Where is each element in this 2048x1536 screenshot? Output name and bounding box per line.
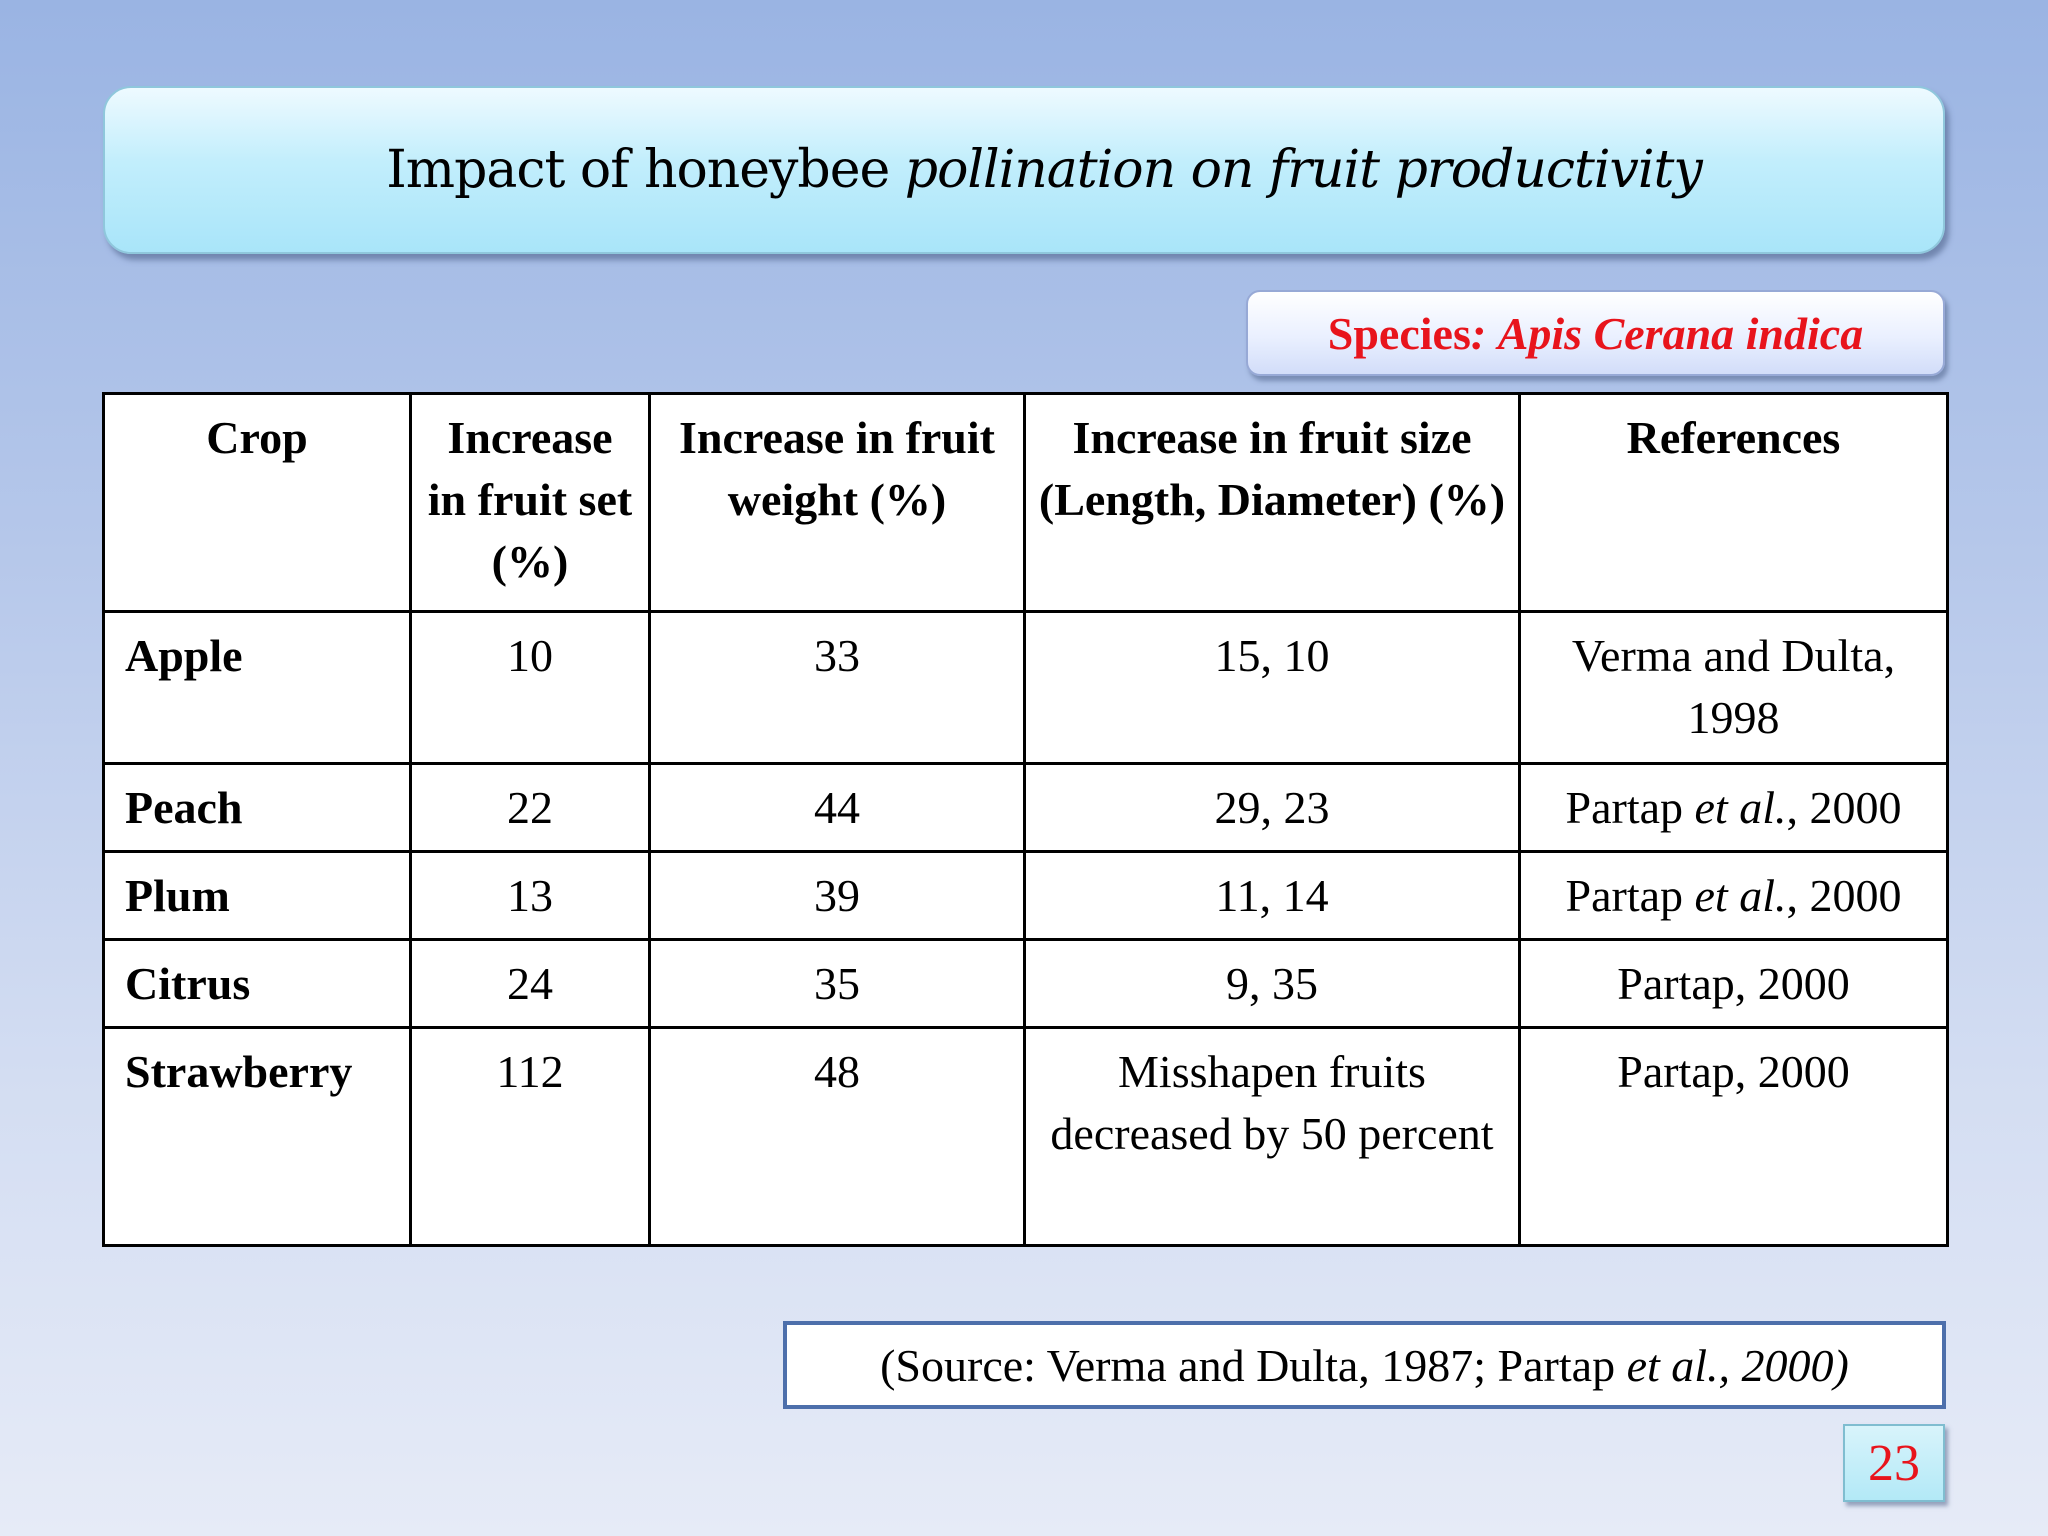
fruit-set-cell: 22	[411, 764, 650, 852]
crop-cell: Peach	[104, 764, 411, 852]
slide-title-box	[103, 86, 1945, 254]
crop-cell: Apple	[104, 612, 411, 764]
reference-cell	[1520, 940, 1948, 1028]
header-fruit-size: Increase in fruit size (Length, Diameter) (%)	[1025, 394, 1520, 612]
reference-text: Partap	[1565, 870, 1695, 921]
source-citation-box	[783, 1321, 1946, 1409]
table-header-row	[104, 394, 1948, 612]
header-fruit-set: Increase in fruit set (%)	[411, 394, 650, 612]
crop-cell: Strawberry	[104, 1028, 411, 1246]
table-row	[104, 852, 1948, 940]
species-name: Apis Cerana indica	[1497, 307, 1864, 359]
table-row	[104, 764, 1948, 852]
reference-text: Partap, 2000	[1617, 958, 1850, 1009]
header-crop: Crop	[104, 394, 411, 612]
reference-text: Partap	[1565, 782, 1695, 833]
reference-cell	[1520, 852, 1948, 940]
fruit-size-cell: Misshapen fruits decreased by 50 percent	[1025, 1028, 1520, 1246]
fruit-size-cell: 29, 23	[1025, 764, 1520, 852]
page-number-box	[1843, 1424, 1945, 1502]
reference-year: , 2000	[1786, 782, 1902, 833]
fruit-weight-cell: 48	[650, 1028, 1025, 1246]
fruit-weight-cell: 39	[650, 852, 1025, 940]
reference-year: , 2000	[1786, 870, 1902, 921]
reference-text: Partap, 2000	[1617, 1046, 1850, 1097]
fruit-weight-cell: 33	[650, 612, 1025, 764]
slide-title	[386, 140, 1702, 200]
pollination-table	[102, 392, 1949, 1247]
title-part-regular: Impact of honeybee	[386, 140, 905, 200]
fruit-set-cell: 13	[411, 852, 650, 940]
table-row	[104, 1028, 1948, 1246]
species-label: Species	[1327, 307, 1471, 359]
reference-et-al: et al.	[1694, 870, 1787, 921]
reference-text: Verma and Dulta, 1998	[1571, 630, 1896, 743]
crop-cell: Citrus	[104, 940, 411, 1028]
source-et-al: et al., 2000)	[1626, 1339, 1849, 1391]
fruit-size-cell: 11, 14	[1025, 852, 1520, 940]
species-colon: :	[1470, 307, 1498, 359]
reference-cell	[1520, 612, 1948, 764]
fruit-set-cell: 112	[411, 1028, 650, 1246]
reference-cell	[1520, 1028, 1948, 1246]
table-row	[104, 612, 1948, 764]
table-row	[104, 940, 1948, 1028]
fruit-weight-cell: 35	[650, 940, 1025, 1028]
fruit-set-cell: 24	[411, 940, 650, 1028]
fruit-weight-cell: 44	[650, 764, 1025, 852]
species-box	[1246, 290, 1945, 376]
page-number: 23	[1868, 1434, 1920, 1492]
reference-cell	[1520, 764, 1948, 852]
header-references: References	[1520, 394, 1948, 612]
source-text: (Source: Verma and Dulta, 1987; Partap	[880, 1339, 1627, 1391]
crop-cell: Plum	[104, 852, 411, 940]
fruit-size-cell: 9, 35	[1025, 940, 1520, 1028]
title-part-italic: pollination on fruit productivity	[904, 140, 1702, 200]
reference-et-al: et al.	[1694, 782, 1787, 833]
fruit-set-cell: 10	[411, 612, 650, 764]
fruit-size-cell: 15, 10	[1025, 612, 1520, 764]
header-fruit-weight: Increase in fruit weight (%)	[650, 394, 1025, 612]
